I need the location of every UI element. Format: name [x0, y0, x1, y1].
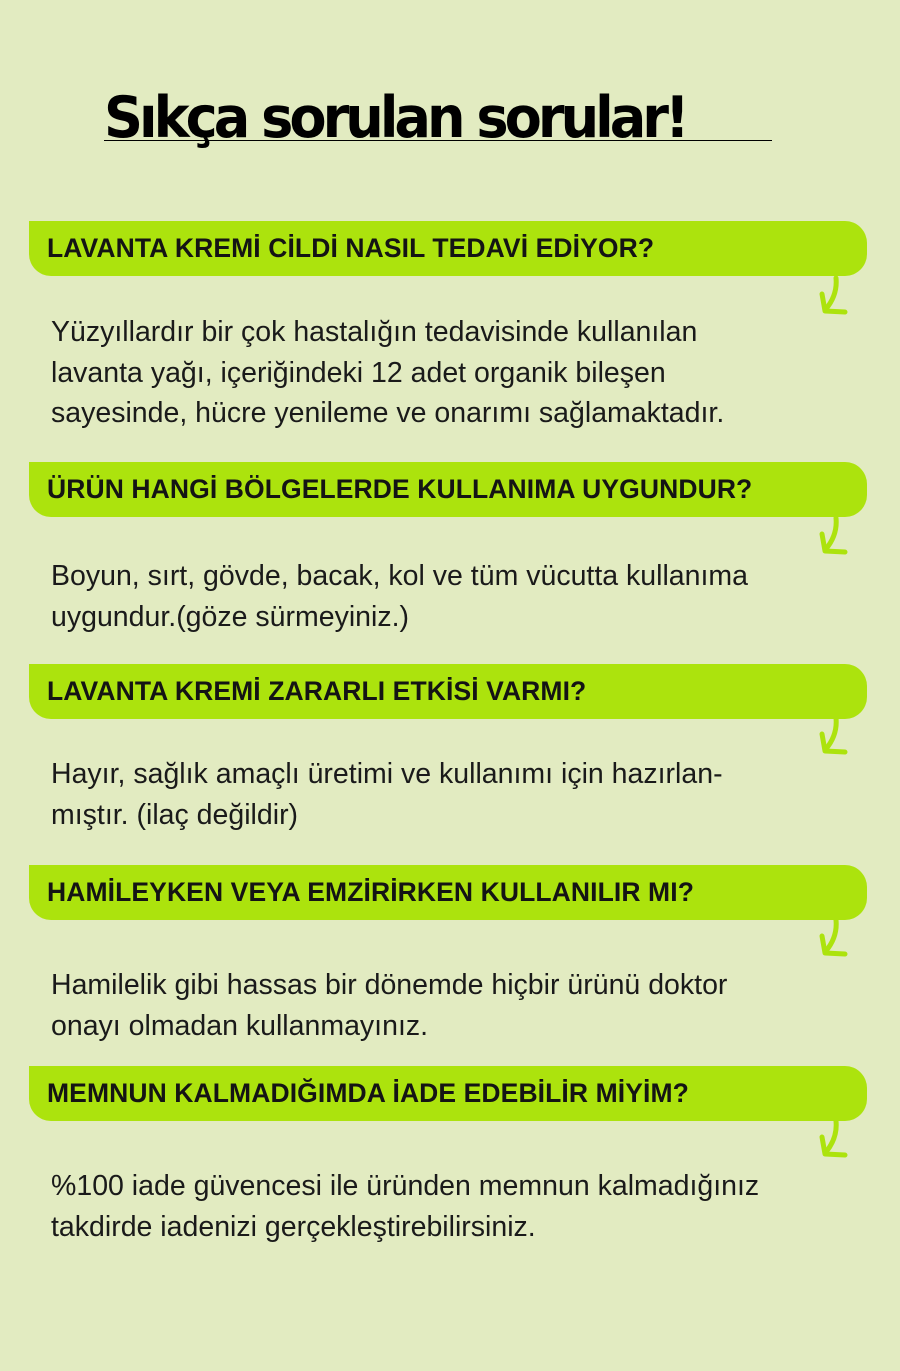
faq-answer-line: Yüzyıllardır bir çok hastalığın tedavisinde kullanılan: [51, 316, 698, 348]
title-underline: [104, 140, 772, 141]
faq-answer-line: Boyun, sırt, gövde, bacak, kol ve tüm vücutta kullanıma: [51, 560, 749, 592]
faq-answer-line: Hamilelik gibi hassas bir dönemde hiçbir ürünü doktor: [51, 969, 728, 1001]
faq-answer-line: mıştır. (ilaç değildir): [51, 798, 299, 831]
faq-question-bar[interactable]: [29, 664, 867, 719]
faq-answer: [51, 556, 871, 637]
faq-question-text: LAVANTA KREMİ CİLDİ NASIL TEDAVİ EDİYOR?: [47, 233, 655, 263]
faq-answer: [51, 754, 871, 835]
faq-question-text: ÜRÜN HANGİ BÖLGELERDE KULLANIMA UYGUNDUR?: [47, 474, 753, 504]
curved-arrow-down-icon: [815, 516, 851, 558]
title-block: [104, 86, 716, 150]
faq-question-bar[interactable]: [29, 1066, 867, 1121]
curved-arrow-down-icon: [815, 716, 851, 758]
faq-answer-line: onayı olmadan kullanmayınız.: [51, 1009, 429, 1042]
faq-question-text: LAVANTA KREMİ ZARARLI ETKİSİ VARMI?: [47, 676, 587, 706]
faq-answer: [51, 1166, 871, 1247]
faq-question-bar[interactable]: [29, 865, 867, 920]
faq-answer-line: uygundur.(göze sürmeyiniz.): [51, 600, 410, 633]
faq-answer: [51, 312, 871, 434]
faq-answer-line: takdirde iadenizi gerçekleştirebilirsiniz.: [51, 1210, 536, 1243]
page-title: Sıkça sorulan sorular!: [104, 85, 686, 151]
curved-arrow-down-icon: [815, 918, 851, 960]
curved-arrow-down-icon: [815, 1119, 851, 1161]
faq-answer-line: sayesinde, hücre yenileme ve onarımı sağlamaktadır.: [51, 397, 725, 429]
faq-question-text: HAMİLEYKEN VEYA EMZİRİRKEN KULLANILIR MI?: [47, 877, 694, 907]
faq-answer: [51, 965, 871, 1046]
faq-answer-line: Hayır, sağlık amaçlı üretimi ve kullanımı için hazırlan-: [51, 758, 723, 790]
faq-question-text: MEMNUN KALMADIĞIMDA İADE EDEBİLİR MİYİM?: [47, 1078, 689, 1108]
faq-answer-line: %100 iade güvencesi ile üründen memnun kalmadığınız: [51, 1170, 760, 1202]
faq-question-bar[interactable]: [29, 462, 867, 517]
faq-answer-line: lavanta yağı, içeriğindeki 12 adet organik bileşen: [51, 356, 666, 389]
faq-question-bar[interactable]: [29, 221, 867, 276]
